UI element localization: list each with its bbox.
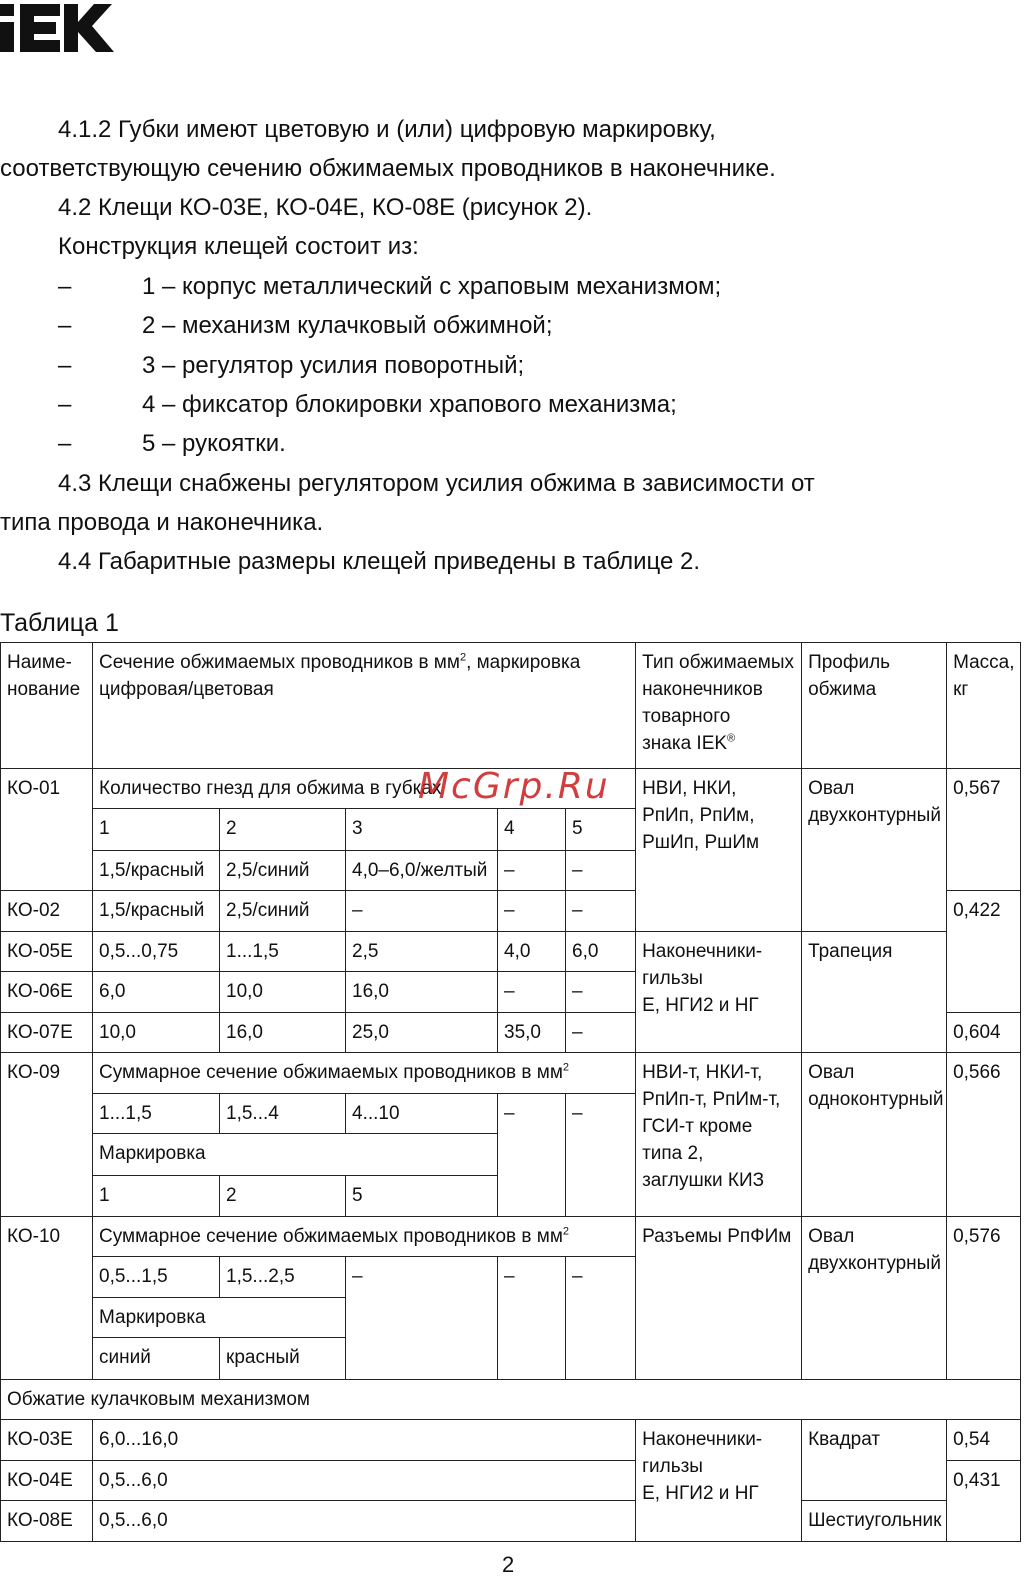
cell-value: 16,0 <box>220 1012 346 1053</box>
cell-mass: 0,566 <box>947 1053 1021 1216</box>
cell-value: 5 <box>566 809 636 851</box>
cell-value: – <box>498 1257 566 1380</box>
cell-value: 3 <box>346 809 498 851</box>
header-name: Наиме- нование <box>1 643 93 769</box>
cell-marking-label: Маркировка <box>93 1297 346 1338</box>
cell-value: 4,0 <box>498 931 566 972</box>
table-row <box>1 1053 1021 1094</box>
cell-value: 2,5 <box>346 931 498 972</box>
cell-value: 1,5/красный <box>93 850 220 891</box>
cell-profile: Трапеция <box>802 931 947 1053</box>
watermark: McGrp.Ru <box>418 766 610 807</box>
cell-model: КО-01 <box>1 768 93 891</box>
cell-value: 2 <box>220 809 346 851</box>
paragraph-4-3-line-1: 4.3 Клещи снабжены регулятором усилия обжима в зависимости от <box>58 470 815 497</box>
cell-terminal-type: НВИ, НКИ, РпИп, РпИм, РшИп, РшИм <box>636 768 802 931</box>
table-caption: Таблица 1 <box>0 609 119 637</box>
paragraph-4-1-2-line-1: 4.1.2 Губки имеют цветовую и (или) цифровую маркировку, <box>58 116 716 143</box>
logo-text: IEK <box>0 2 2 3</box>
cell-value: 4,0–6,0/желтый <box>346 850 498 891</box>
cell-value: 6,0 <box>93 972 220 1013</box>
cell-profile: Овал двухконтурный <box>802 768 947 931</box>
cell-terminal-type: Наконечники- гильзы Е, НГИ2 и НГ <box>636 931 802 1053</box>
table-header-row <box>1 643 1021 769</box>
cell-value: – <box>498 850 566 891</box>
table-section-row <box>1 1379 1021 1420</box>
cell-value: 6,0...16,0 <box>93 1420 636 1461</box>
cell-value: – <box>566 972 636 1013</box>
cell-mass: 0,576 <box>947 1216 1021 1379</box>
cell-value: 4...10 <box>346 1093 498 1134</box>
cell-model: КО-05Е <box>1 931 93 972</box>
cell-model: КО-09 <box>1 1053 93 1216</box>
cell-value: 4 <box>498 809 566 851</box>
cell-value: 1 <box>93 809 220 851</box>
cell-value: красный <box>220 1338 346 1380</box>
cell-value: 1,5/красный <box>93 891 220 932</box>
cell-terminal-type: НВИ-т, НКИ-т, РпИп-т, РпИм-т, ГСИ-т кроме типа 2, заглушки КИЗ <box>636 1053 802 1216</box>
cell-value: 0,5...0,75 <box>93 931 220 972</box>
cell-section-title: Обжатие кулачковым механизмом <box>1 1379 1021 1420</box>
cell-value: 6,0 <box>566 931 636 972</box>
cell-value: 1...1,5 <box>220 931 346 972</box>
list-item: 5 – рукоятки. <box>142 430 286 457</box>
cell-value: – <box>566 850 636 891</box>
page-number: 2 <box>502 1552 515 1577</box>
paragraph-4-1-2-line-2: соответствующую сечению обжимаемых проводников в наконечнике. <box>0 155 776 182</box>
cell-value: 35,0 <box>498 1012 566 1053</box>
cell-model: КО-07Е <box>1 1012 93 1053</box>
cell-terminal-type: Разъемы РпФИм <box>636 1216 802 1379</box>
paragraph-4-3-line-2: типа провода и наконечника. <box>0 509 324 536</box>
cell-value: 2,5/синий <box>220 850 346 891</box>
cell-value: 1,5...4 <box>220 1093 346 1134</box>
header-terminal-type: Тип обжимаемых наконечников товарного знака IEK® <box>636 643 802 769</box>
cell-value: 0,5...1,5 <box>93 1257 220 1298</box>
cell-model: КО-02 <box>1 891 93 932</box>
cell-value: 2,5/синий <box>220 891 346 932</box>
cell-value: 25,0 <box>346 1012 498 1053</box>
list-item: 3 – регулятор усилия поворотный; <box>142 352 525 379</box>
cell-value: – <box>498 972 566 1013</box>
cell-value: – <box>346 1257 498 1380</box>
cell-value: 16,0 <box>346 972 498 1013</box>
cell-mass: 0,431 <box>947 1460 1021 1541</box>
table-row <box>1 1501 1021 1542</box>
cell-model: КО-08Е <box>1 1501 93 1542</box>
list-item: 1 – корпус металлический с храповым механизмом; <box>142 273 722 300</box>
cell-mass: 0,567 <box>947 768 1021 891</box>
cell-value: – <box>498 1093 566 1216</box>
cell-value: 1...1,5 <box>93 1093 220 1134</box>
header-mass: Масса, кг <box>947 643 1021 769</box>
cell-value: – <box>566 891 636 932</box>
cell-model: КО-06Е <box>1 972 93 1013</box>
cell-value: – <box>346 891 498 932</box>
paragraph-construction: Конструкция клещей состоит из: <box>58 233 419 260</box>
cell-value: 10,0 <box>93 1012 220 1053</box>
cell-value: 1,5...2,5 <box>220 1257 346 1298</box>
list-item: 4 – фиксатор блокировки храпового механизма; <box>142 391 677 418</box>
header-profile: Профиль обжима <box>802 643 947 769</box>
cell-value: – <box>566 1012 636 1053</box>
list-dash: – <box>58 312 72 339</box>
cell-value: 10,0 <box>220 972 346 1013</box>
table-row <box>1 931 1021 972</box>
cell-sum-label: Суммарное сечение обжимаемых проводников в $мм^2$ <box>93 1053 636 1094</box>
iek-logo <box>0 2 114 52</box>
table-row <box>1 1216 1021 1257</box>
cell-profile: Квадрат <box>802 1420 947 1501</box>
cell-value: 0,5...6,0 <box>93 1501 636 1542</box>
cell-mass: 0,422 <box>947 891 1021 1013</box>
list-item: 2 – механизм кулачковый обжимной; <box>142 312 553 339</box>
cell-value: – <box>498 891 566 932</box>
cell-value: 0,5...6,0 <box>93 1460 636 1501</box>
list-dash: – <box>58 273 72 300</box>
cell-profile: Овал одноконтурный <box>802 1053 947 1216</box>
paragraph-4-2: 4.2 Клещи КО-03Е, КО-04Е, КО-08Е (рисунок 2). <box>58 194 593 221</box>
cell-value: 1 <box>93 1176 220 1217</box>
list-dash: – <box>58 430 72 457</box>
cell-profile: Овал двухконтурный <box>802 1216 947 1379</box>
cell-model: КО-03Е <box>1 1420 93 1461</box>
cell-value: – <box>566 1093 636 1216</box>
cell-model: КО-10 <box>1 1216 93 1379</box>
cell-terminal-type: Наконечники- гильзы Е, НГИ2 и НГ <box>636 1420 802 1542</box>
cell-mass: 0,54 <box>947 1420 1021 1461</box>
cell-marking-label: Маркировка <box>93 1134 498 1176</box>
cell-value: синий <box>93 1338 220 1380</box>
table-row <box>1 1420 1021 1461</box>
cell-sum-label: Суммарное сечение обжимаемых проводников в $мм^2$ <box>93 1216 636 1257</box>
list-dash: – <box>58 352 72 379</box>
cell-model: КО-04Е <box>1 1460 93 1501</box>
paragraph-4-4: 4.4 Габаритные размеры клещей приведены в таблице 2. <box>58 548 701 575</box>
cell-value: – <box>566 1257 636 1380</box>
cell-profile: Шестиугольник <box>802 1501 947 1542</box>
cell-nests-label: Количество гнезд для обжима в губках <box>93 768 636 809</box>
list-dash: – <box>58 391 72 418</box>
header-section: Сечение обжимаемых проводников в $мм^2$, маркировка цифровая/цветовая <box>93 643 636 769</box>
cell-mass: 0,604 <box>947 1012 1021 1053</box>
cell-value: 2 <box>220 1176 346 1217</box>
cell-value: 5 <box>346 1176 498 1217</box>
